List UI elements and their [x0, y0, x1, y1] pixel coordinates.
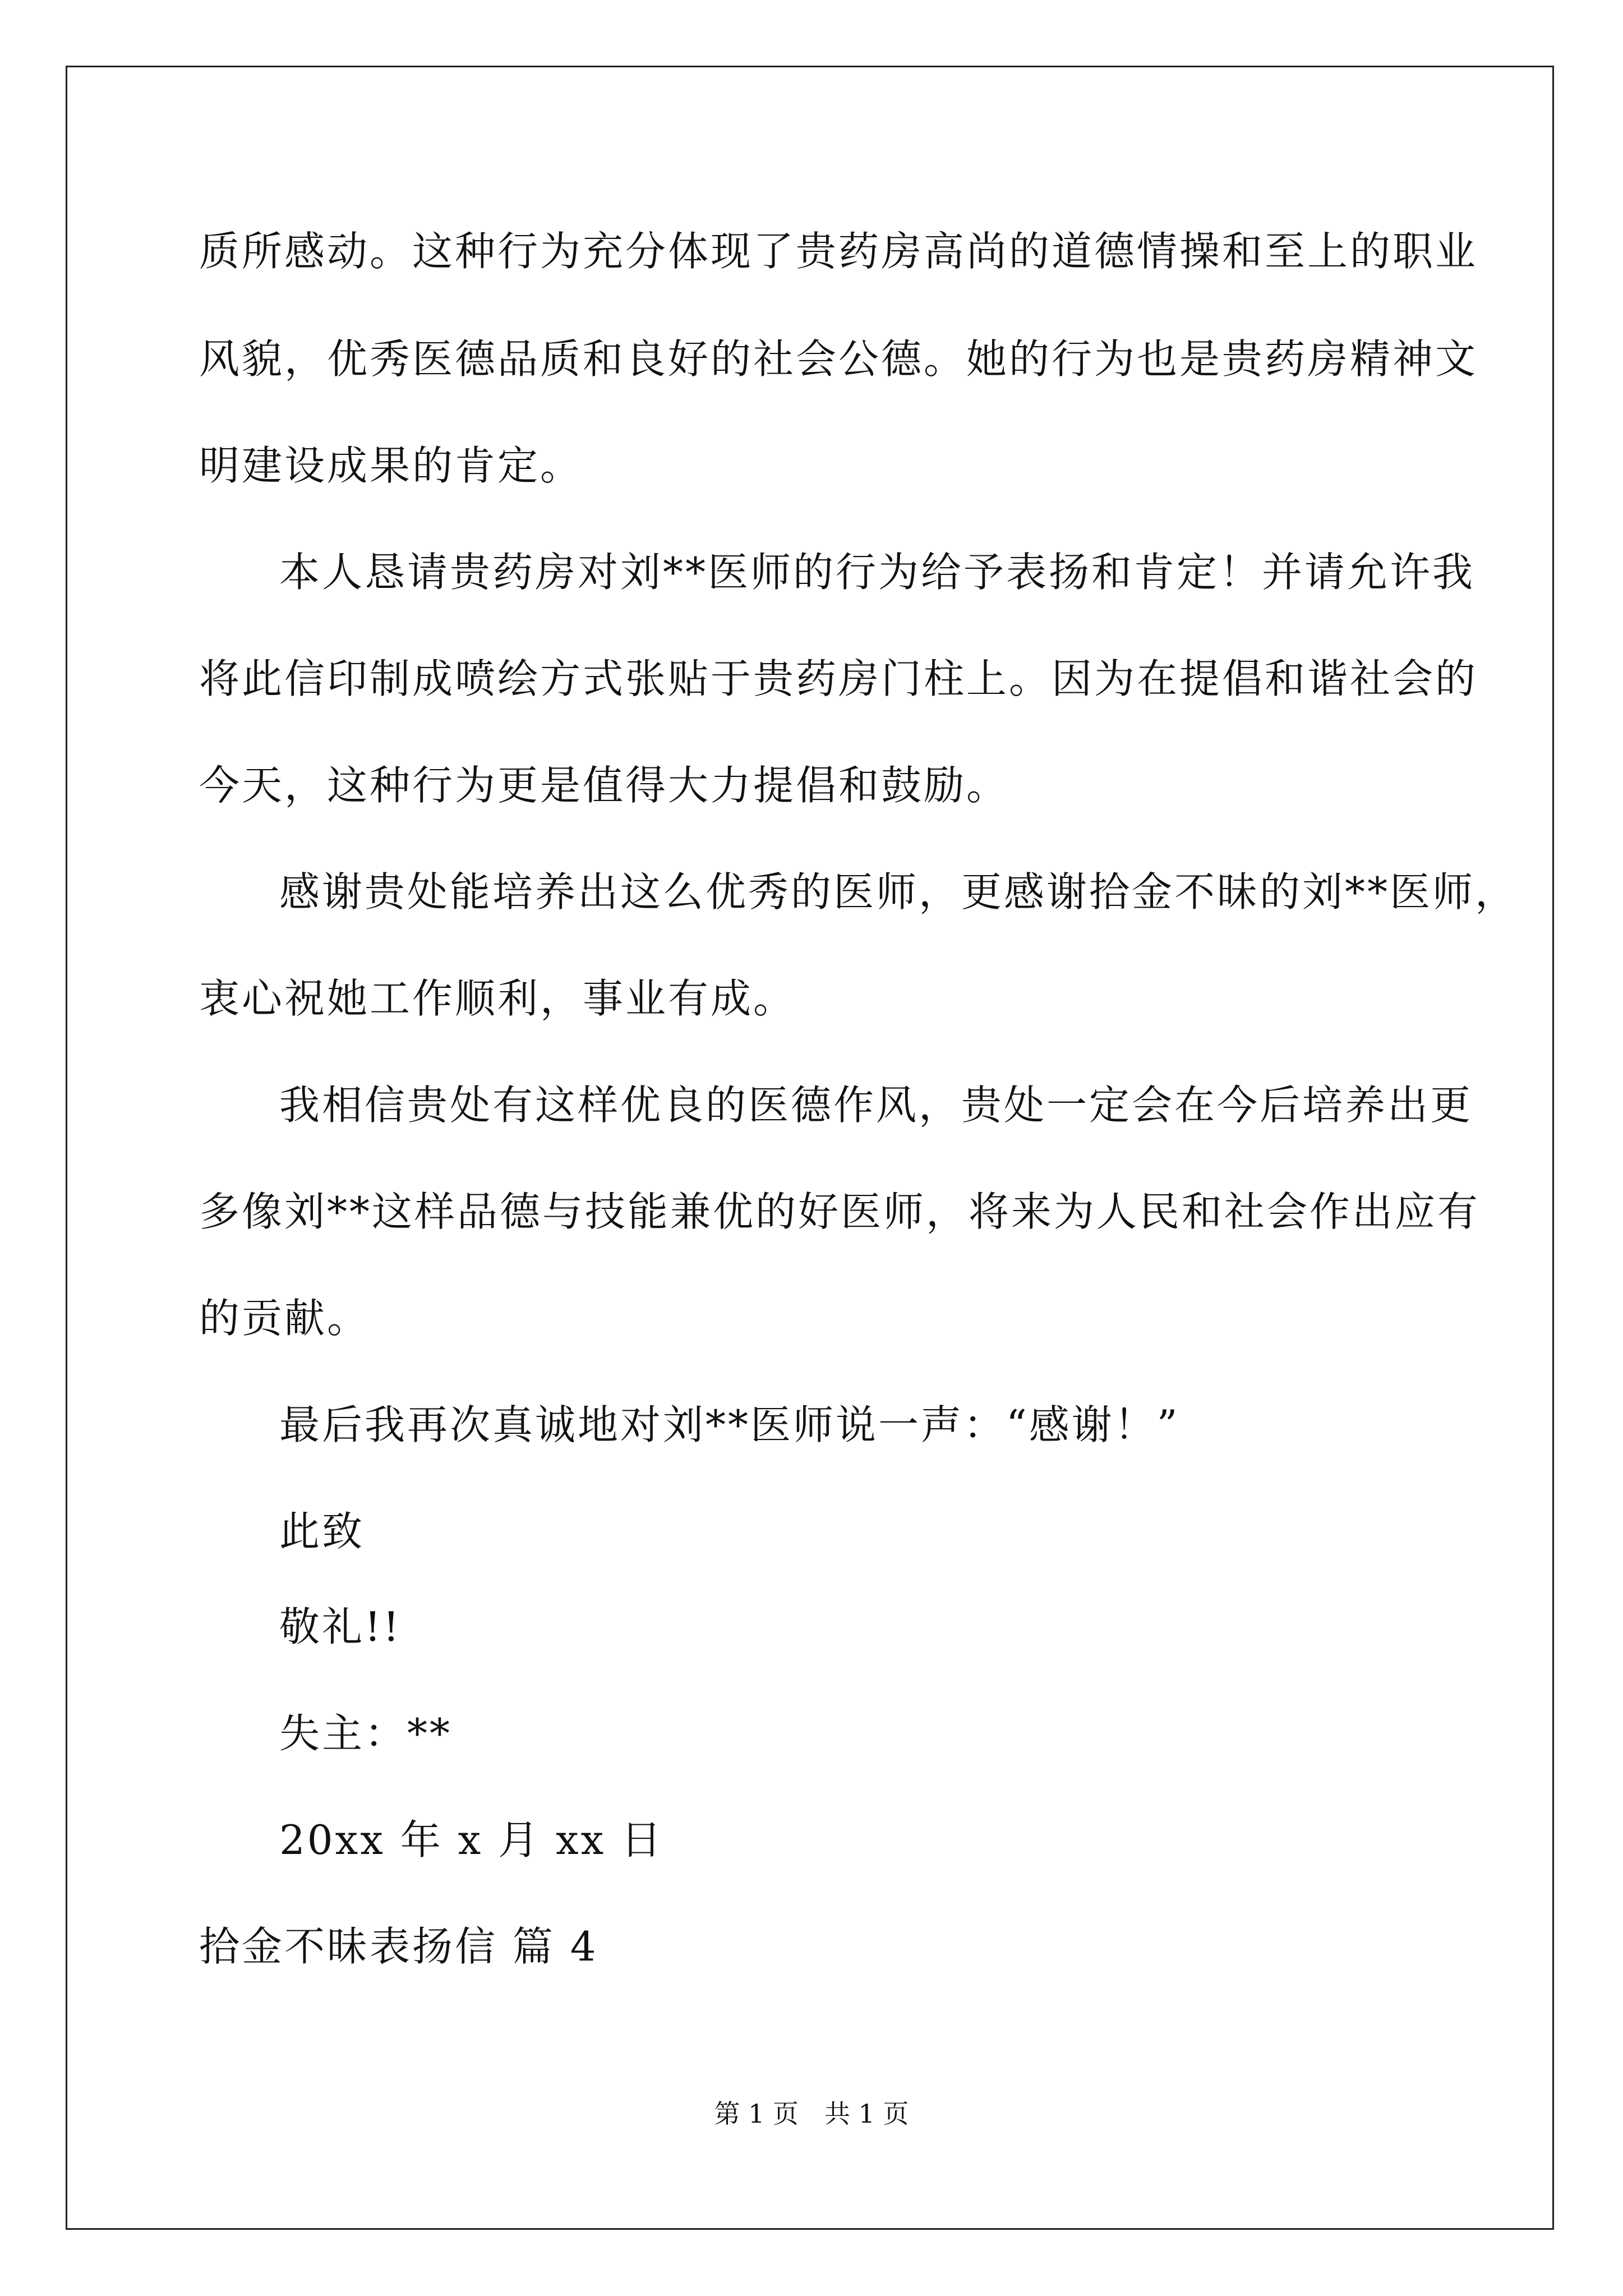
- paragraph-line: 衷心祝她工作顺利，事业有成。: [199, 975, 796, 1022]
- paragraph-line: 感谢贵处能培养出这么优秀的医师，更感谢拾金不昧的刘**医师，: [279, 868, 1518, 915]
- page-number-footer: 第 1 页 共 1 页: [714, 2099, 909, 2129]
- paragraph-line: 我相信贵处有这样优良的医德作风，贵处一定会在今后培养出更: [279, 1082, 1473, 1129]
- salutation-line: 敬礼!!: [279, 1603, 402, 1650]
- signature-line: 失主：**: [279, 1710, 453, 1757]
- paragraph-line: 明建设成果的肯定。: [199, 442, 583, 489]
- paragraph-line: 多像刘**这样品德与技能兼优的好医师，将来为人民和社会作出应有: [199, 1188, 1481, 1235]
- paragraph-line: 风貌，优秀医德品质和良好的社会公德。她的行为也是贵药房精神文: [199, 335, 1478, 383]
- closing-line: 最后我再次真诚地对刘**医师说一声：“感谢！”: [279, 1401, 1180, 1448]
- page-border: [66, 66, 1554, 2230]
- paragraph-line: 的贡献。: [199, 1295, 370, 1342]
- date-line: 20xx 年 x 月 xx 日: [279, 1816, 664, 1864]
- paragraph-line: 今天，这种行为更是值得大力提倡和鼓励。: [199, 762, 1009, 809]
- salutation-line: 此致: [279, 1508, 365, 1555]
- paragraph-line: 质所感动。这种行为充分体现了贵药房高尚的道德情操和至上的职业: [199, 228, 1478, 275]
- paragraph-line: 将此信印制成喷绘方式张贴于贵药房门柱上。因为在提倡和谐社会的: [199, 655, 1478, 702]
- paragraph-line: 本人恳请贵药房对刘**医师的行为给予表扬和肯定！并请允许我: [279, 549, 1476, 596]
- section-heading: 拾金不昧表扬信 篇 4: [199, 1923, 598, 1970]
